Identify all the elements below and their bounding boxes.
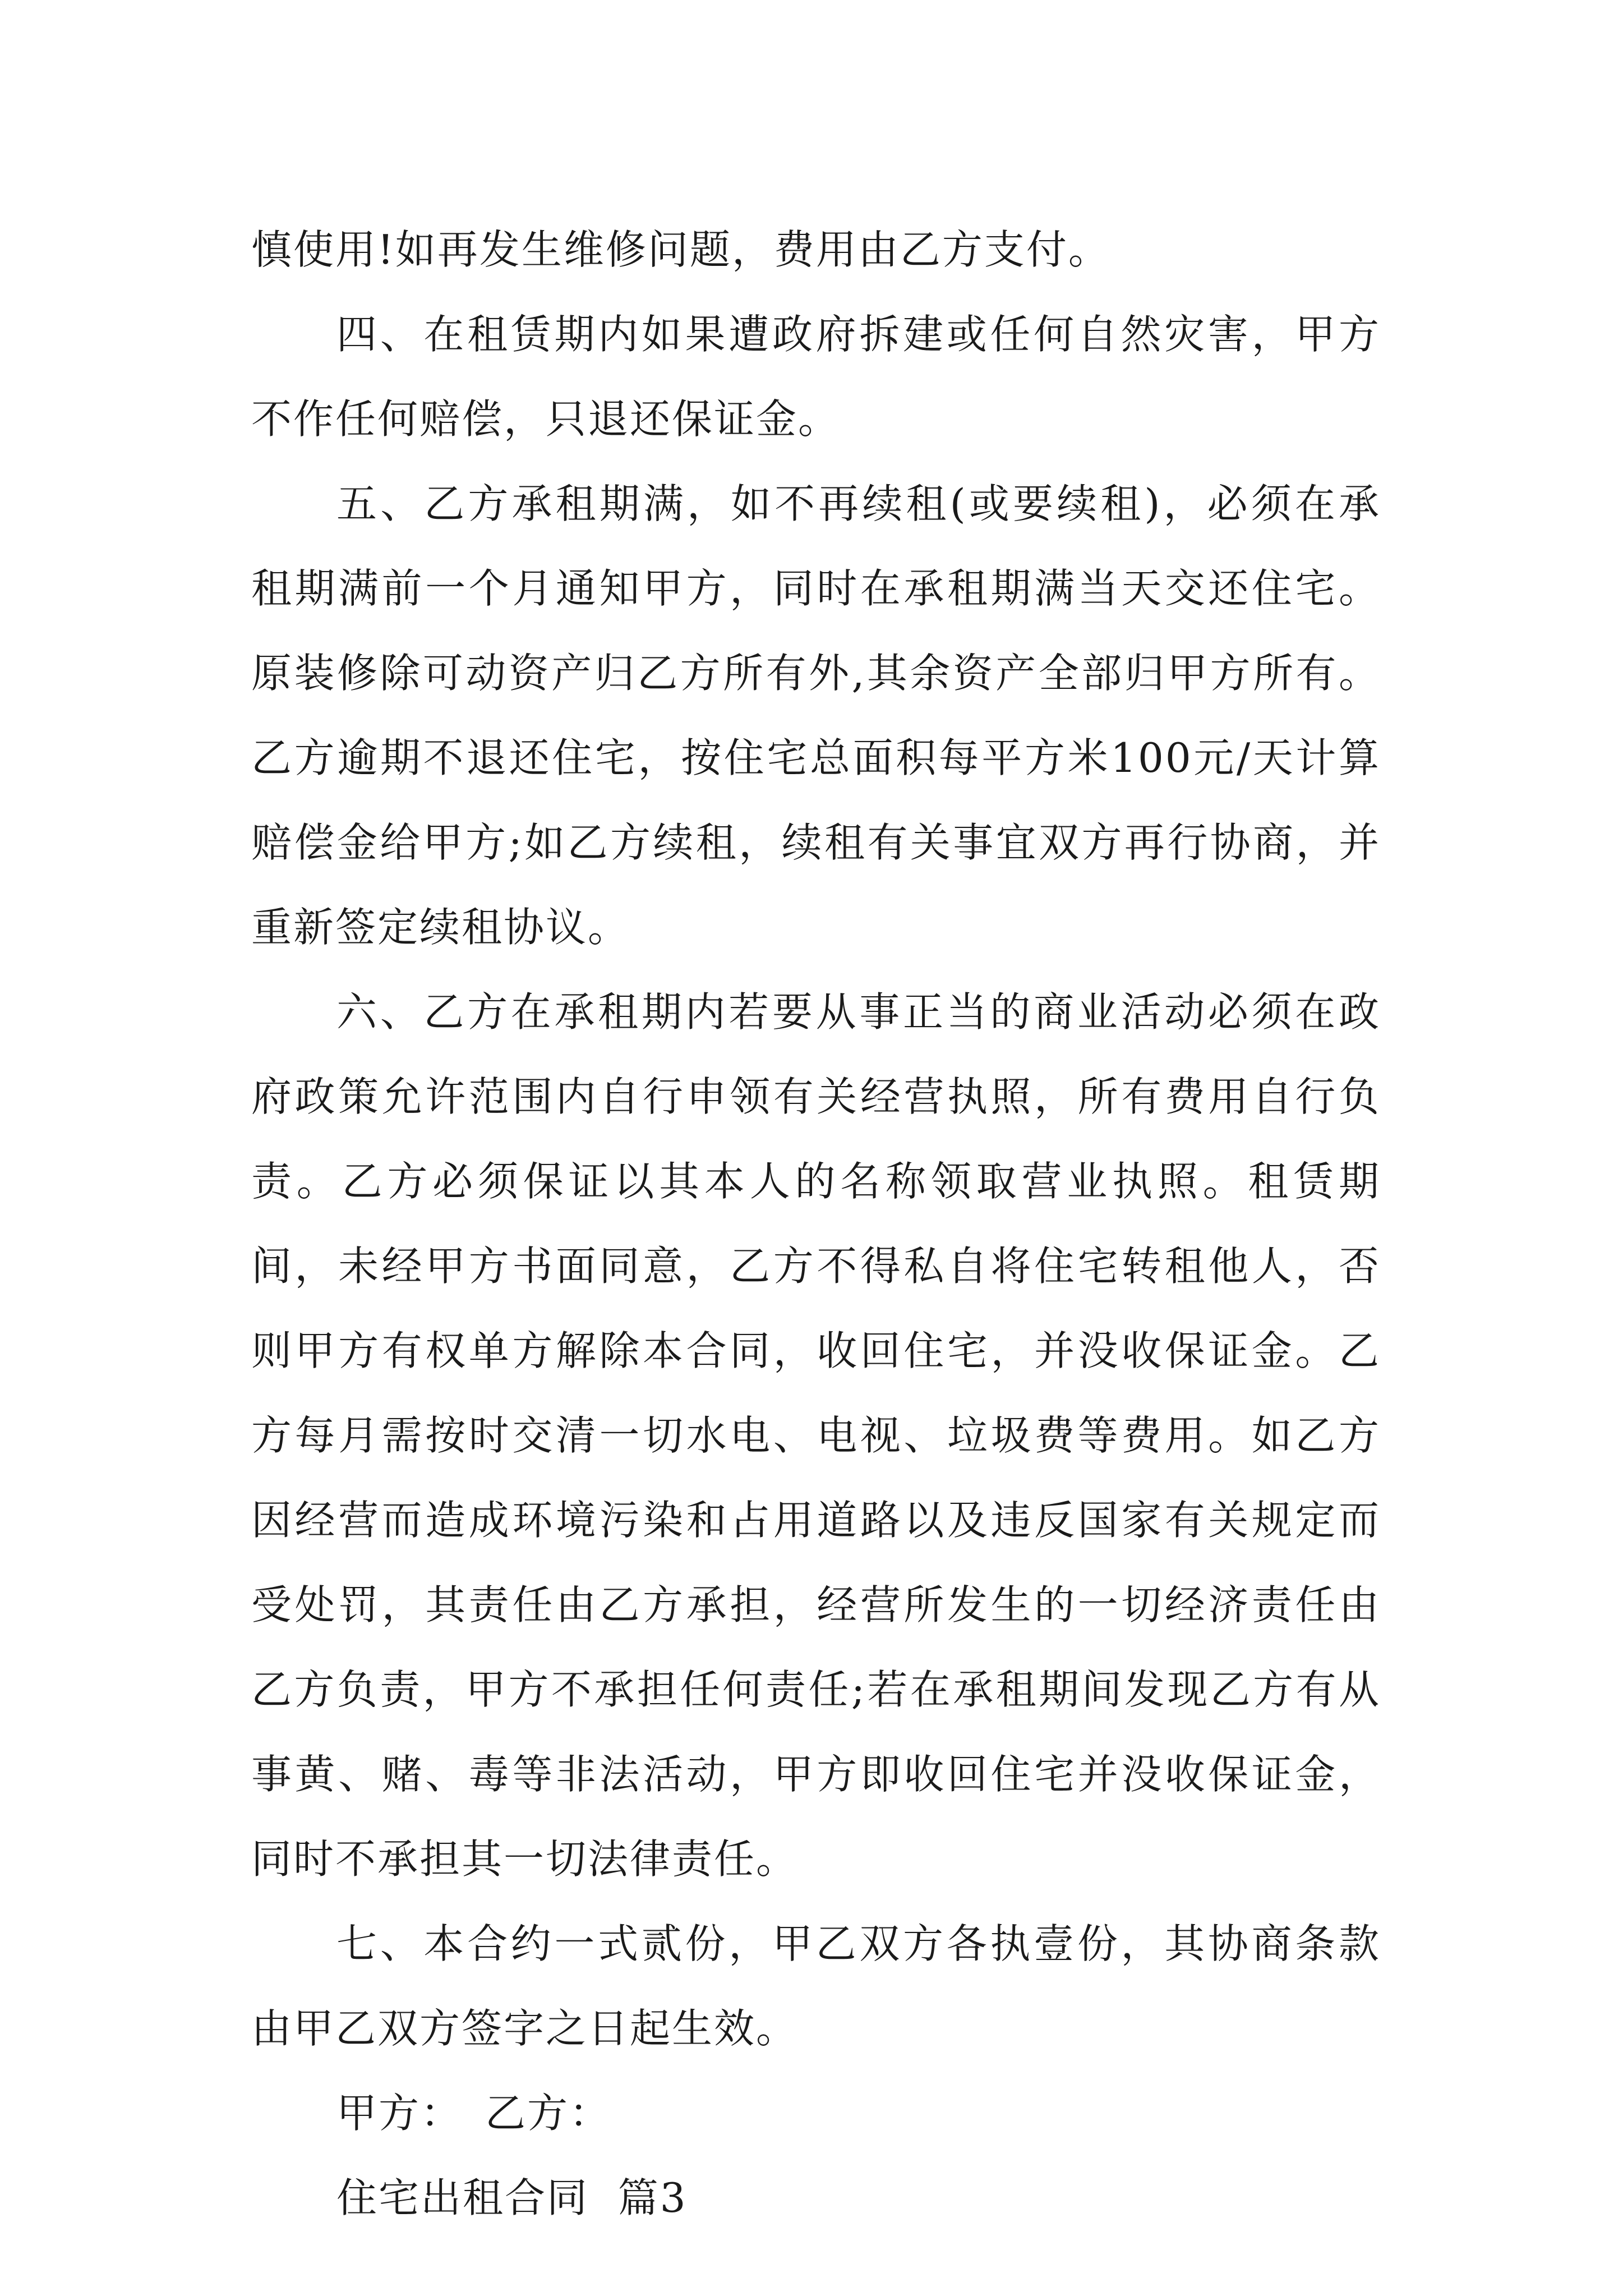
party-a-label: 甲方： — [336, 2090, 463, 2137]
paragraph-clause-7: 七、本合约一式贰份，甲乙双方各执壹份，其协商条款由甲乙双方签字之日起生效。 — [251, 1920, 1381, 2052]
party-b-label: 乙方： — [485, 2090, 612, 2137]
paragraph-clause-4: 四、在租赁期内如果遭政府拆建或任何自然灾害，甲方不作任何赔偿，只退还保证金。 — [251, 311, 1381, 443]
document-body — [251, 208, 1381, 2240]
paragraph-continuation: 慎使用!如再发生维修问题，费用由乙方支付。 — [251, 226, 1110, 273]
next-section-heading: 住宅出租合同 篇3 — [336, 2174, 688, 2221]
paragraph-clause-5: 五、乙方承租期满，如不再续租(或要续租)，必须在承租期满前一个月通知甲方，同时在承租期满当天交还住宅。原装修除可动资产归乙方所有外,其余资产全部归甲方所有。乙方逾期不退还住宅，按住宅总面积每平方米100元/天计算赔偿金给甲方;如乙方续租，续租有关事宜双方再行协商，并重新签定续租协议。 — [251, 480, 1381, 951]
signature-line — [251, 2071, 1381, 2156]
paragraph-clause-6: 六、乙方在承租期内若要从事正当的商业活动必须在政府政策允许范围内自行申领有关经营执照，所有费用自行负责。乙方必须保证以其本人的名称领取营业执照。租赁期间，未经甲方书面同意，乙方不得私自将住宅转租他人，否则甲方有权单方解除本合同，收回住宅，并没收保证金。乙方每月需按时交清一切水电、电视、垃圾费等费用。如乙方因经营而造成环境污染和占用道路以及违反国家有关规定而受处罚，其责任由乙方承担，经营所发生的一切经济责任由乙方负责，甲方不承担任何责任;若在承租期间发现乙方有从事黄、赌、毒等非法活动，甲方即收回住宅并没收保证金，同时不承担其一切法律责任。 — [251, 988, 1381, 1883]
